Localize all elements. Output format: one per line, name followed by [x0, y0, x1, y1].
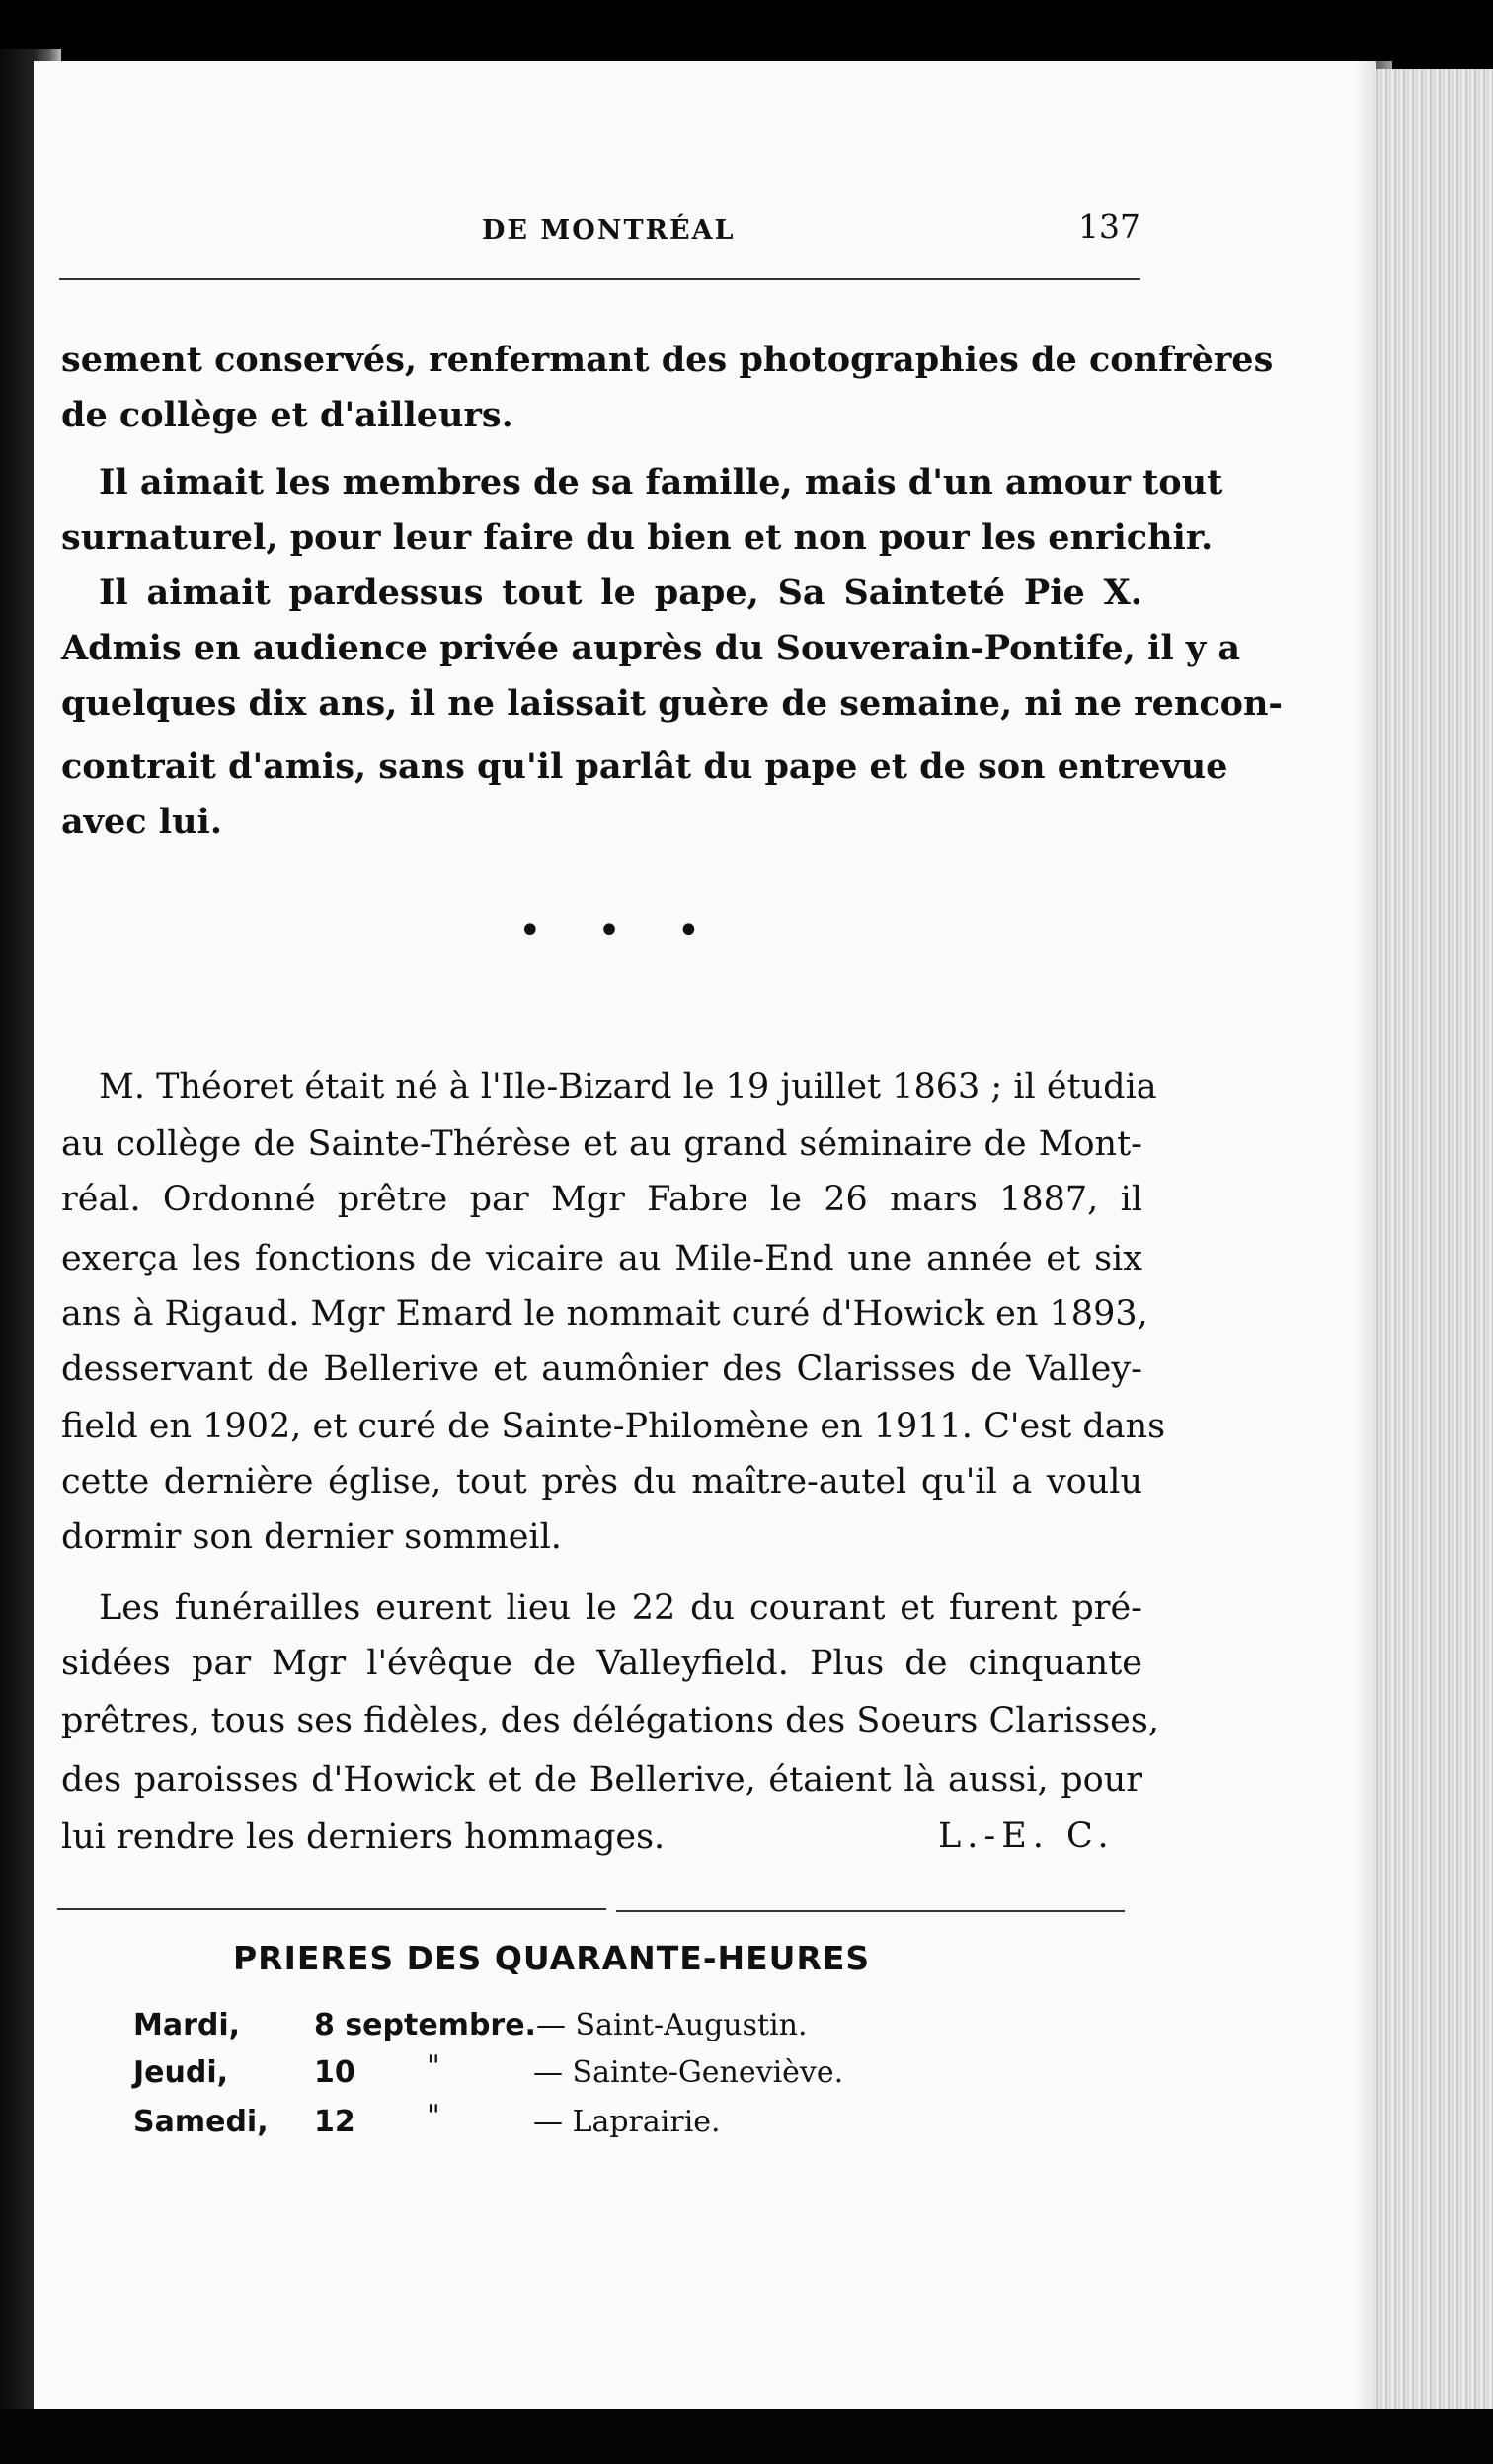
prayer-date: 10 — [314, 2055, 355, 2090]
text-line: Admis en audience privée auprès du Souverain-Pontife, il y a — [61, 628, 1241, 668]
text-line: Il aimait les membres de sa famille, mais d'un amour tout — [99, 462, 1223, 502]
section-separator: • • • — [518, 908, 723, 954]
text-line: Les funérailles eurent lieu le 22 du courant et furent pré- — [99, 1588, 1142, 1628]
text-line: field en 1902, et curé de Sainte-Philomène en 1911. C'est dans — [61, 1407, 1166, 1446]
text-line: réal. Ordonné prêtre par Mgr Fabre le 26 mars 1887, il — [61, 1180, 1142, 1219]
prayer-ditto: " — [427, 2099, 440, 2133]
prayer-place: — Sainte-Geneviève. — [533, 2055, 844, 2090]
prayer-date: 12 — [314, 2105, 355, 2139]
text-line: Il aimait pardessus tout le pape, Sa Sainteté Pie X. — [99, 573, 1142, 613]
text-line: exerça les fonctions de vicaire au Mile-End une année et six — [61, 1239, 1142, 1278]
scan-bottom-border — [0, 2409, 1493, 2464]
text-line: surnaturel, pour leur faire du bien et non pour les enrichir. — [61, 517, 1214, 558]
text-line: contrait d'amis, sans qu'il parlât du pape et de son entrevue — [61, 746, 1228, 787]
text-line: des paroisses d'Howick et de Bellerive, étaient là aussi, pour — [61, 1760, 1142, 1800]
prayer-day: Mardi, — [133, 2008, 241, 2042]
text-line: ans à Rigaud. Mgr Emard le nommait curé d'Howick en 1893, — [61, 1294, 1148, 1334]
text-line: cette dernière église, tout près du maître-autel qu'il a voulu — [61, 1462, 1142, 1502]
prayer-place: — Laprairie. — [533, 2105, 721, 2139]
prayer-place: — Saint-Augustin. — [536, 2008, 808, 2042]
page-number: 137 — [1078, 207, 1140, 246]
prayer-date: 8 septembre. — [314, 2008, 536, 2042]
text-line: prêtres, tous ses fidèles, des délégations des Soeurs Clarisses, — [61, 1701, 1159, 1740]
text-line: au collège de Sainte-Thérèse et au grand séminaire de Mont- — [61, 1124, 1142, 1164]
header-rule — [59, 278, 1140, 280]
section-rule — [616, 1910, 1125, 1912]
text-line: M. Théoret était né à l'Ile-Bizard le 19 juillet 1863 ; il étudia — [99, 1067, 1157, 1107]
text-line: de collège et d'ailleurs. — [61, 395, 513, 435]
text-line: dormir son dernier sommeil. — [61, 1517, 562, 1557]
running-header-title: DE MONTRÉAL — [482, 215, 736, 246]
prayer-day: Jeudi, — [133, 2055, 229, 2090]
text-line: sidées par Mgr l'évêque de Valleyfield. Plus de cinquante — [61, 1644, 1142, 1683]
text-line: avec lui. — [61, 802, 223, 842]
text-line: sement conservés, renfermant des photographies de confrères — [61, 340, 1274, 380]
text-line: quelques dix ans, il ne laissait guère de semaine, ni ne rencon- — [61, 683, 1283, 724]
section-rule — [57, 1908, 606, 1910]
prayers-title: PRIERES DES QUARANTE-HEURES — [233, 1939, 871, 1977]
text-line: lui rendre les derniers hommages. — [61, 1817, 666, 1857]
prayer-ditto: " — [427, 2049, 440, 2084]
page-edges-stack — [1373, 69, 1493, 2428]
text-line: desservant de Bellerive et aumônier des Clarisses de Valley- — [61, 1349, 1142, 1389]
signature-initials: L.-E. C. — [938, 1816, 1115, 1856]
prayer-day: Samedi, — [133, 2105, 269, 2139]
